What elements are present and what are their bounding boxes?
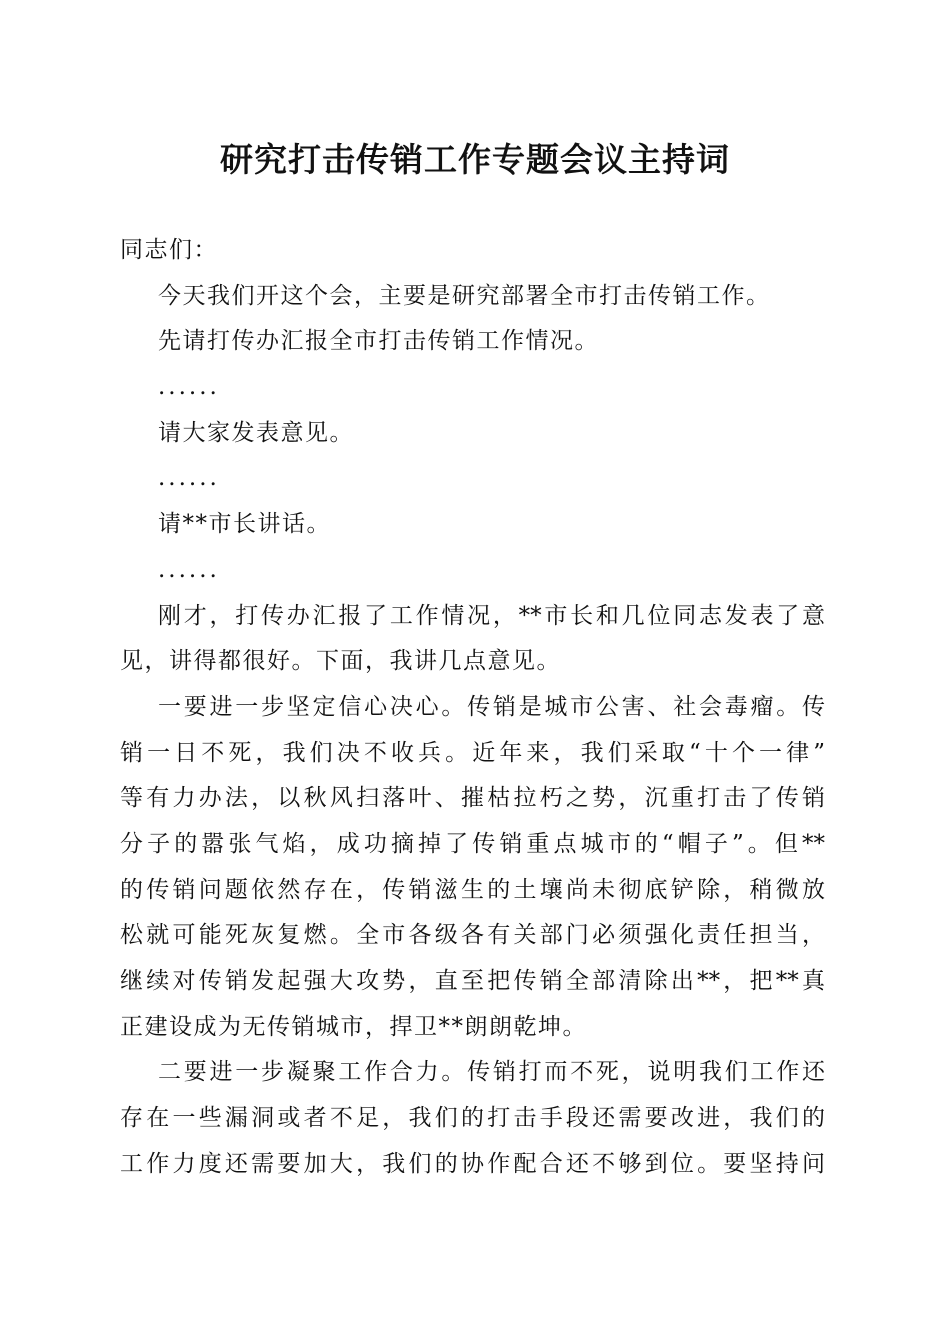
text-line: 等有力办法，以秋风扫落叶、摧枯拉朽之势，沉重打击了传销 xyxy=(120,785,825,812)
text-line: 的传销问题依然存在，传销滋生的土壤尚未彻底铲除，稍微放 xyxy=(120,876,825,903)
text-line: 一要进一步坚定信心决心。传销是城市公害、社会毒瘤。传 xyxy=(158,693,825,720)
text-line: 刚才，打传办汇报了工作情况，**市长和几位同志发表了意 xyxy=(158,602,825,629)
text-line: 继续对传销发起强大攻势，直至把传销全部清除出**，把**真 xyxy=(120,968,825,994)
ellipsis-line: ...... xyxy=(158,374,220,401)
text-line: 正建设成为无传销城市，捍卫**朗朗乾坤。 xyxy=(120,1013,587,1040)
text-line: 二要进一步凝聚工作合力。传销打而不死，说明我们工作还 xyxy=(158,1059,825,1086)
text-line: 销一日不死，我们决不收兵。近年来，我们采取“十个一律” xyxy=(120,739,825,766)
text-line: 请**市长讲话。 xyxy=(158,511,331,538)
text-line: 见，讲得都很好。下面，我讲几点意见。 xyxy=(120,648,561,675)
text-line: 先请打传办汇报全市打击传销工作情况。 xyxy=(158,328,599,355)
ellipsis-line: ...... xyxy=(158,556,220,583)
ellipsis-line: ...... xyxy=(158,465,220,492)
salutation-line: 同志们： xyxy=(120,237,218,263)
text-line: 分子的嚣张气焰，成功摘掉了传销重点城市的“帽子”。但** xyxy=(120,830,825,857)
text-line: 请大家发表意见。 xyxy=(158,419,354,446)
text-line: 松就可能死灰复燃。全市各级各有关部门必须强化责任担当， xyxy=(120,922,825,949)
text-line: 存在一些漏洞或者不足，我们的打击手段还需要改进，我们的 xyxy=(120,1105,825,1132)
document-title: 研究打击传销工作专题会议主持词 xyxy=(220,140,730,179)
text-line: 今天我们开这个会，主要是研究部署全市打击传销工作。 xyxy=(158,282,771,309)
text-line: 工作力度还需要加大，我们的协作配合还不够到位。要坚持问 xyxy=(120,1150,825,1177)
document-body xyxy=(120,228,825,1187)
